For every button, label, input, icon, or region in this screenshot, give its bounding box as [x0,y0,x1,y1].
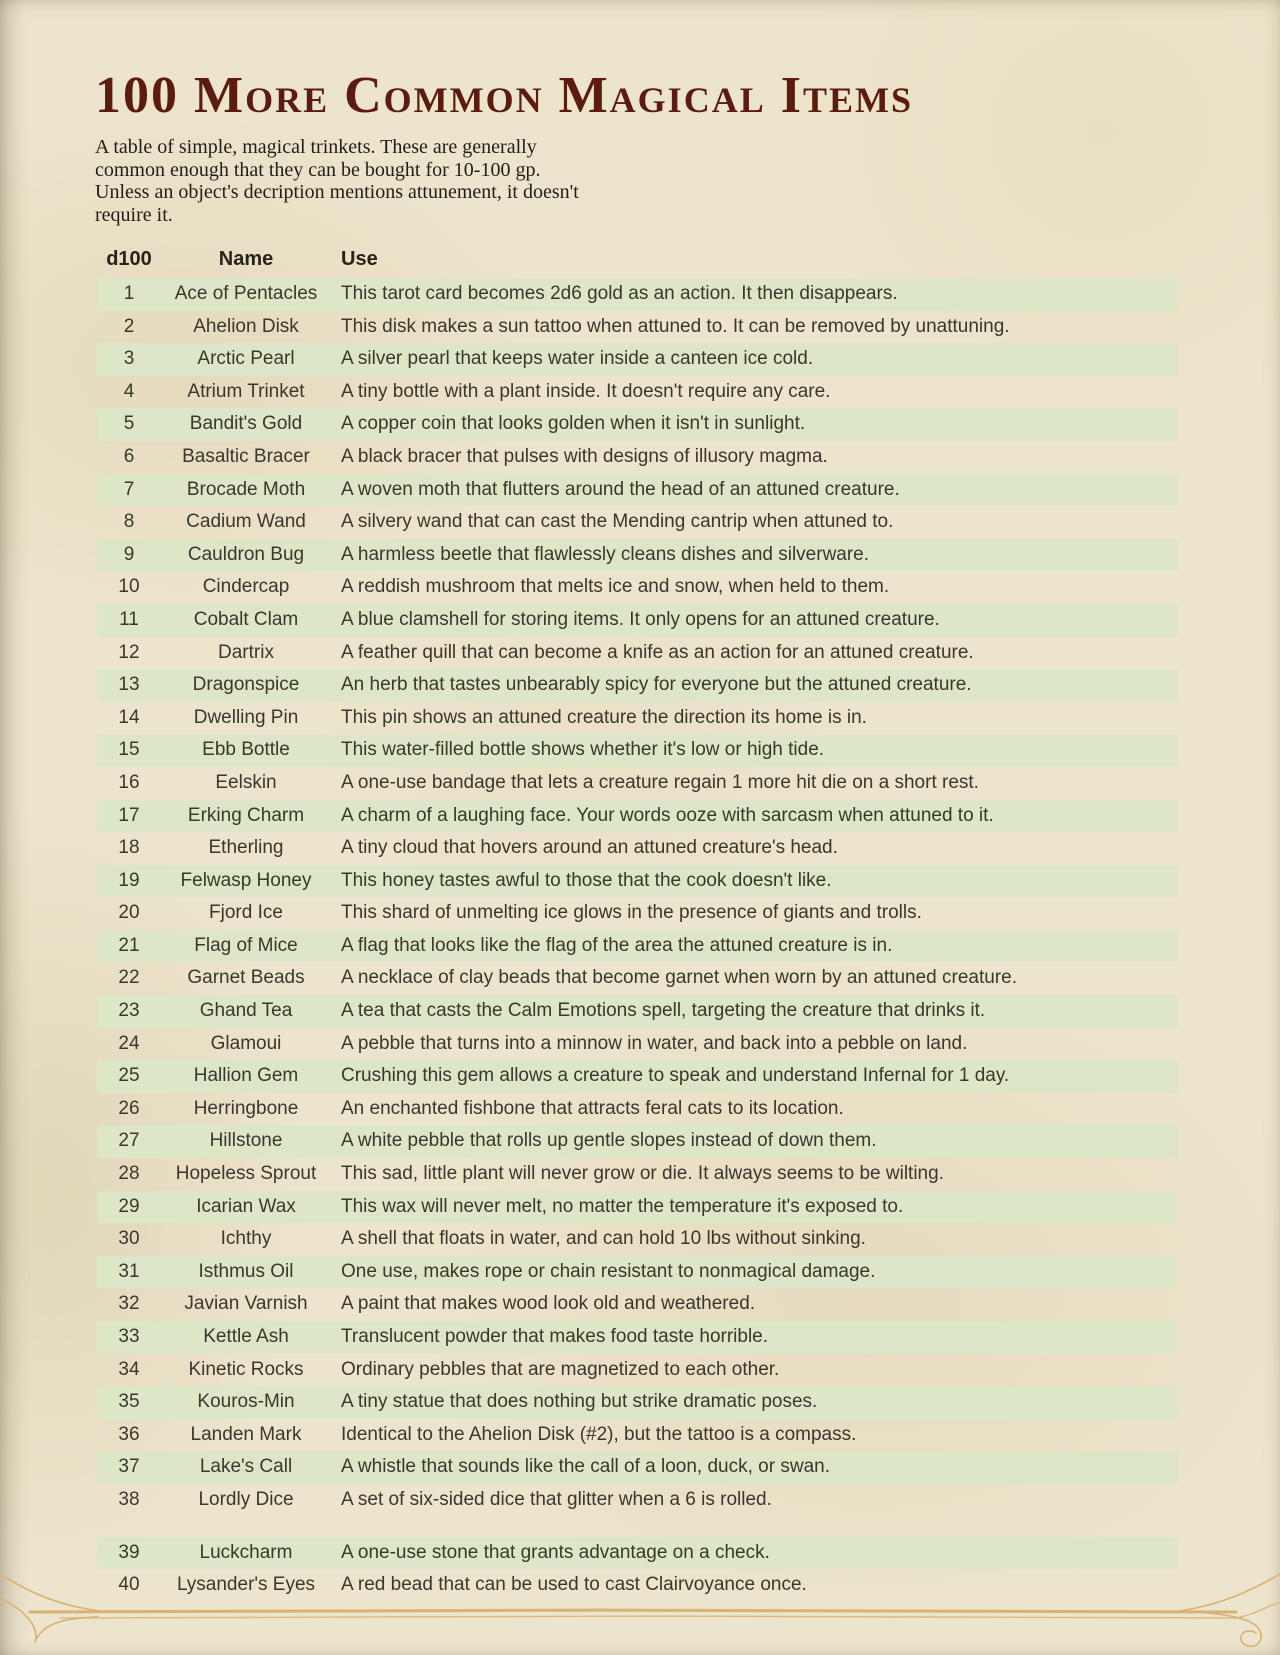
cell-use: An herb that tastes unbearably spicy for everyone but the attuned creature. [341,674,972,696]
cell-use: A tiny bottle with a plant inside. It doesn't require any care. [341,380,831,402]
footer-flourish-decoration [0,1560,1280,1655]
cell-use: A woven moth that flutters around the head of an attuned creature. [341,478,900,500]
cell-use: A harmless beetle that flawlessly cleans dishes and silverware. [341,543,870,565]
cell-name: Erking Charm [187,804,305,826]
cell-use: This pin shows an attuned creature the direction its home is in. [341,706,867,728]
cell-use: This water-filled bottle shows whether it's low or high tide. [341,739,825,761]
table-row [97,408,1178,441]
cell-d100: 20 [118,902,140,924]
table-row [97,376,1178,409]
cell-name: Garnet Beads [187,967,305,989]
cell-d100: 10 [118,576,140,598]
cell-name: Hillstone [209,1130,283,1152]
cell-name: Lake's Call [199,1456,293,1478]
table-row [97,734,1178,767]
table-row [97,441,1178,474]
cell-d100: 14 [118,706,140,728]
cell-name: Hopeless Sprout [175,1163,317,1185]
table-row [97,1484,1178,1517]
cell-name: Icarian Wax [196,1195,296,1217]
cell-use: A tiny cloud that hovers around an attuned creature's head. [341,837,838,859]
table-row [97,995,1178,1028]
cell-use: A blue clamshell for storing items. It only opens for an attuned creature. [341,608,940,630]
cell-d100: 31 [118,1260,140,1282]
intro-line: require it. [95,203,173,226]
cell-d100: 8 [123,511,135,533]
cell-use: Identical to the Ahelion Disk (#2), but the tattoo is a compass. [341,1423,857,1445]
cell-name: Glamoui [210,1032,282,1054]
table-row [97,1386,1178,1419]
cell-d100: 33 [118,1326,140,1347]
table-row [97,1093,1178,1126]
cell-use: A shell that floats in water, and can hold 10 lbs without sinking. [341,1228,866,1250]
cell-d100: 40 [118,1574,140,1596]
cell-d100: 19 [118,869,140,891]
column-header-use: Use [341,248,378,270]
cell-d100: 6 [123,445,135,467]
cell-d100: 4 [123,380,135,402]
cell-use: A tea that casts the Calm Emotions spell, targeting the creature that drinks it. [341,1000,986,1022]
table-row [97,1158,1178,1191]
cell-name: Ichthy [220,1228,272,1250]
intro-line: Unless an object's decription mentions attunement, it doesn't [95,181,579,203]
cell-d100: 2 [123,315,135,337]
cell-use: A silvery wand that can cast the Mending cantrip when attuned to. [341,511,894,533]
cell-d100: 39 [118,1541,140,1563]
cell-d100: 1 [123,283,135,304]
cell-d100: 24 [118,1032,140,1054]
table-row [97,311,1178,344]
cell-name: Kinetic Rocks [188,1358,304,1380]
table-row [97,571,1178,604]
cell-use: An enchanted fishbone that attracts feral cats to its location. [341,1097,844,1119]
cell-d100: 11 [119,608,139,630]
table-row [97,800,1178,833]
cell-d100: 30 [118,1228,140,1250]
cell-use: Translucent powder that makes food taste horrible. [341,1326,769,1347]
cell-d100: 26 [118,1097,140,1119]
table-row [97,278,1178,311]
cell-name: Basaltic Bracer [182,445,310,467]
cell-name: Lordly Dice [198,1488,294,1510]
cell-use: A white pebble that rolls up gentle slopes instead of down them. [341,1130,877,1152]
cell-name: Hallion Gem [193,1065,299,1087]
cell-name: Ghand Tea [199,1000,293,1022]
cell-d100: 36 [118,1423,140,1445]
table-row [97,1256,1178,1289]
table-row [97,962,1178,995]
cell-name: Javian Varnish [184,1293,308,1315]
cell-name: Dragonspice [192,674,300,696]
cell-name: Bandit's Gold [189,413,303,435]
table-row [97,506,1178,539]
cell-name: Eelskin [215,771,277,793]
cell-use: A one-use bandage that lets a creature regain 1 more hit die on a short rest. [341,771,979,793]
column-header-d100: d100 [106,248,152,270]
table-row [97,1223,1178,1256]
cell-name: Etherling [208,837,284,859]
cell-use: This disk makes a sun tattoo when attuned to. It can be removed by unattuning. [341,315,1010,337]
cell-use: A one-use stone that grants advantage on a check. [341,1541,770,1563]
cell-use: A set of six-sided dice that glitter when a 6 is rolled. [341,1488,772,1510]
cell-name: Brocade Moth [186,478,306,500]
cell-use: This shard of unmelting ice glows in the presence of giants and trolls. [341,902,922,924]
cell-use: A silver pearl that keeps water inside a canteen ice cold. [341,348,814,370]
cell-name: Arctic Pearl [197,348,295,370]
cell-d100: 35 [118,1391,140,1413]
cell-d100: 15 [118,739,140,761]
cell-use: One use, makes rope or chain resistant to nonmagical damage. [341,1260,876,1282]
cell-name: Ebb Bottle [202,739,290,761]
cell-use: This wax will never melt, no matter the temperature it's exposed to. [341,1195,904,1217]
cell-use: A necklace of clay beads that become garnet when worn by an attuned creature. [341,967,1017,989]
table-row [97,1419,1178,1452]
cell-d100: 17 [118,804,140,826]
table-row [97,1060,1178,1093]
cell-d100: 9 [123,543,135,565]
table-row [97,767,1178,800]
table-row [97,474,1178,507]
cell-name: Isthmus Oil [198,1260,294,1282]
cell-d100: 13 [118,674,140,696]
cell-use: A black bracer that pulses with designs of illusory magma. [341,445,828,467]
cell-d100: 16 [118,771,140,793]
table-row [97,832,1178,865]
cell-use: This sad, little plant will never grow or die. It always seems to be wilting. [341,1163,944,1185]
cell-d100: 34 [118,1358,140,1380]
cell-name: Luckcharm [199,1541,293,1563]
table-row [97,1321,1178,1354]
table-row [97,930,1178,963]
table-row [97,539,1178,572]
table-row [97,865,1178,898]
intro-paragraph [95,136,579,226]
table-row [97,1191,1178,1224]
table-row [97,669,1178,702]
cell-use: This tarot card becomes 2d6 gold as an action. It then disappears. [341,283,898,304]
table-row [97,1451,1178,1484]
table-row [97,897,1178,930]
table-row [97,343,1178,376]
cell-use: A red bead that can be used to cast Clairvoyance once. [341,1574,807,1596]
cell-d100: 3 [123,348,135,370]
cell-use: This honey tastes awful to those that the cook doesn't like. [341,869,832,891]
intro-line: A table of simple, magical trinkets. These are generally [95,136,537,158]
cell-use: A copper coin that looks golden when it isn't in sunlight. [341,413,806,435]
table-header-row [97,240,1178,278]
cell-use: A whistle that sounds like the call of a loon, duck, or swan. [341,1456,830,1478]
cell-name: Kouros-Min [197,1391,295,1413]
cell-name: Dwelling Pin [193,706,299,728]
cell-use: A reddish mushroom that melts ice and snow, when held to them. [341,576,890,598]
column-header-name: Name [218,248,274,270]
cell-name: Cauldron Bug [187,543,305,565]
cell-name: Ace of Pentacles [174,283,318,304]
cell-d100: 29 [118,1195,140,1217]
cell-d100: 27 [118,1130,140,1152]
cell-name: Lysander's Eyes [176,1574,316,1596]
cell-name: Ahelion Disk [193,315,299,337]
cell-d100: 18 [118,837,140,859]
cell-use: A flag that looks like the flag of the area the attuned creature is in. [341,934,893,956]
table-row [97,702,1178,735]
cell-use: Crushing this gem allows a creature to speak and understand Infernal for 1 day. [341,1065,1010,1087]
cell-name: Atrium Trinket [187,380,305,402]
cell-name: Kettle Ash [203,1326,289,1347]
cell-d100: 5 [123,413,135,435]
cell-d100: 12 [118,641,140,663]
table-row [97,1288,1178,1321]
table-row [97,1354,1178,1387]
cell-d100: 38 [118,1488,140,1510]
cell-d100: 23 [118,1000,140,1022]
cell-name: Dartrix [218,641,274,663]
cell-name: Felwasp Honey [180,869,312,891]
table-row [97,604,1178,637]
cell-use: A paint that makes wood look old and weathered. [341,1293,756,1315]
cell-name: Cobalt Clam [193,608,299,630]
cell-name: Fjord Ice [209,902,283,924]
cell-name: Flag of Mice [194,934,298,956]
cell-d100: 7 [123,478,135,500]
table-row [97,637,1178,670]
cell-d100: 28 [118,1163,140,1185]
cell-use: A pebble that turns into a minnow in water, and back into a pebble on land. [341,1032,968,1054]
cell-use: A tiny statue that does nothing but strike dramatic poses. [341,1391,818,1413]
table-row [97,1125,1178,1158]
cell-use: Ordinary pebbles that are magnetized to each other. [341,1358,780,1380]
table-body [97,278,1178,1602]
cell-name: Landen Mark [190,1423,302,1445]
cell-use: A charm of a laughing face. Your words ooze with sarcasm when attuned to it. [341,804,994,826]
cell-use: A feather quill that can become a knife as an action for an attuned creature. [341,641,974,663]
cell-name: Cindercap [202,576,290,598]
cell-d100: 32 [118,1293,140,1315]
page-title: 100 More Common Magical Items [95,67,913,124]
table-row [97,1028,1178,1061]
magic-items-table [97,240,1178,1602]
intro-line: common enough that they can be bought for 10-100 gp. [95,158,541,181]
cell-d100: 21 [118,934,140,956]
cell-d100: 25 [118,1065,140,1087]
cell-name: Herringbone [193,1097,299,1119]
cell-name: Cadium Wand [186,511,306,533]
cell-d100: 22 [118,967,140,989]
cell-d100: 37 [118,1456,140,1478]
